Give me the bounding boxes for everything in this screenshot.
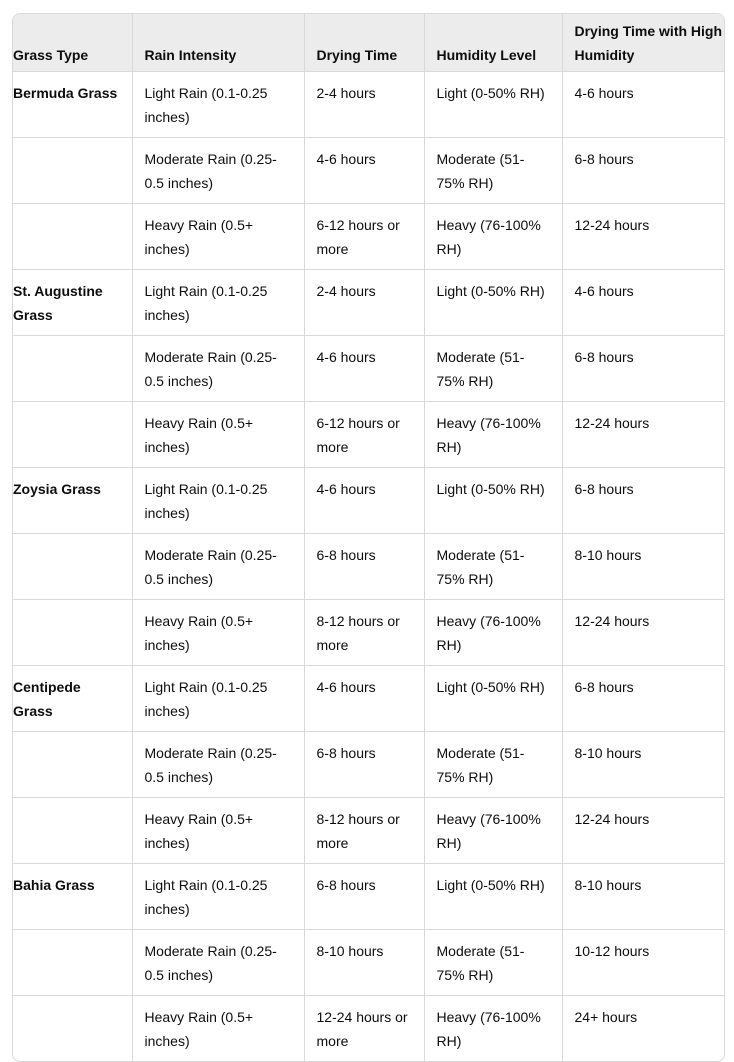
cell-drying-time-high-humidity: 6-8 hours xyxy=(562,666,724,732)
drying-time-table xyxy=(13,14,724,1061)
cell-grass-type xyxy=(13,996,132,1062)
cell-rain-intensity: Light Rain (0.1-0.25 inches) xyxy=(132,666,304,732)
cell-drying-time-high-humidity: 4-6 hours xyxy=(562,270,724,336)
cell-drying-time-high-humidity: 12-24 hours xyxy=(562,798,724,864)
cell-drying-time-high-humidity: 10-12 hours xyxy=(562,930,724,996)
table-row xyxy=(13,270,724,336)
cell-drying-time-high-humidity: 12-24 hours xyxy=(562,402,724,468)
cell-humidity-level: Light (0-50% RH) xyxy=(424,666,562,732)
table-row xyxy=(13,138,724,204)
cell-drying-time-high-humidity: 6-8 hours xyxy=(562,336,724,402)
header-row xyxy=(13,14,724,72)
cell-rain-intensity: Light Rain (0.1-0.25 inches) xyxy=(132,270,304,336)
cell-drying-time: 12-24 hours or more xyxy=(304,996,424,1062)
cell-humidity-level: Heavy (76-100% RH) xyxy=(424,402,562,468)
cell-drying-time-high-humidity: 6-8 hours xyxy=(562,468,724,534)
table-row xyxy=(13,666,724,732)
table-row xyxy=(13,930,724,996)
cell-grass-type xyxy=(13,336,132,402)
header-line-1: Drying Time with High xyxy=(574,23,723,39)
cell-rain-intensity: Moderate Rain (0.25-0.5 inches) xyxy=(132,534,304,600)
cell-drying-time-high-humidity: 8-10 hours xyxy=(562,534,724,600)
cell-drying-time: 8-12 hours or more xyxy=(304,600,424,666)
cell-grass-type xyxy=(13,534,132,600)
cell-grass-type xyxy=(13,732,132,798)
table-body xyxy=(13,72,724,1062)
cell-drying-time: 4-6 hours xyxy=(304,138,424,204)
cell-rain-intensity: Heavy Rain (0.5+ inches) xyxy=(132,204,304,270)
cell-humidity-level: Moderate (51-75% RH) xyxy=(424,336,562,402)
cell-drying-time: 8-10 hours xyxy=(304,930,424,996)
table-row xyxy=(13,468,724,534)
header-rain-intensity: Rain Intensity xyxy=(132,14,304,72)
cell-humidity-level: Heavy (76-100% RH) xyxy=(424,798,562,864)
cell-humidity-level: Light (0-50% RH) xyxy=(424,270,562,336)
cell-humidity-level: Heavy (76-100% RH) xyxy=(424,204,562,270)
cell-grass-type: St. Augustine Grass xyxy=(13,270,132,336)
table-row xyxy=(13,864,724,930)
cell-drying-time-high-humidity: 8-10 hours xyxy=(562,732,724,798)
header-drying-time: Drying Time xyxy=(304,14,424,72)
header-drying-time-high-humidity xyxy=(562,14,724,72)
header-grass-type: Grass Type xyxy=(13,14,132,72)
table-header xyxy=(13,14,724,72)
cell-drying-time: 6-12 hours or more xyxy=(304,204,424,270)
header-humidity-level: Humidity Level xyxy=(424,14,562,72)
cell-rain-intensity: Moderate Rain (0.25-0.5 inches) xyxy=(132,732,304,798)
cell-drying-time: 2-4 hours xyxy=(304,72,424,138)
table-row xyxy=(13,798,724,864)
cell-drying-time: 4-6 hours xyxy=(304,468,424,534)
cell-rain-intensity: Moderate Rain (0.25-0.5 inches) xyxy=(132,336,304,402)
cell-drying-time: 6-8 hours xyxy=(304,732,424,798)
cell-humidity-level: Moderate (51-75% RH) xyxy=(424,534,562,600)
cell-humidity-level: Light (0-50% RH) xyxy=(424,468,562,534)
cell-grass-type xyxy=(13,204,132,270)
cell-drying-time: 2-4 hours xyxy=(304,270,424,336)
table-row xyxy=(13,534,724,600)
cell-drying-time-high-humidity: 12-24 hours xyxy=(562,204,724,270)
table-row xyxy=(13,600,724,666)
cell-grass-type: Zoysia Grass xyxy=(13,468,132,534)
cell-drying-time-high-humidity: 4-6 hours xyxy=(562,72,724,138)
cell-drying-time: 4-6 hours xyxy=(304,336,424,402)
cell-drying-time: 6-8 hours xyxy=(304,864,424,930)
cell-humidity-level: Moderate (51-75% RH) xyxy=(424,930,562,996)
cell-grass-type xyxy=(13,402,132,468)
cell-grass-type: Bahia Grass xyxy=(13,864,132,930)
table-row xyxy=(13,336,724,402)
cell-grass-type xyxy=(13,138,132,204)
cell-rain-intensity: Heavy Rain (0.5+ inches) xyxy=(132,996,304,1062)
cell-humidity-level: Moderate (51-75% RH) xyxy=(424,732,562,798)
cell-drying-time-high-humidity: 8-10 hours xyxy=(562,864,724,930)
cell-drying-time-high-humidity: 6-8 hours xyxy=(562,138,724,204)
cell-rain-intensity: Light Rain (0.1-0.25 inches) xyxy=(132,864,304,930)
cell-humidity-level: Moderate (51-75% RH) xyxy=(424,138,562,204)
header-line-2: Humidity xyxy=(574,47,635,63)
cell-drying-time-high-humidity: 12-24 hours xyxy=(562,600,724,666)
cell-rain-intensity: Heavy Rain (0.5+ inches) xyxy=(132,798,304,864)
table-row xyxy=(13,996,724,1062)
drying-time-table-container xyxy=(12,13,725,1062)
cell-drying-time: 8-12 hours or more xyxy=(304,798,424,864)
cell-grass-type xyxy=(13,798,132,864)
cell-humidity-level: Heavy (76-100% RH) xyxy=(424,600,562,666)
cell-rain-intensity: Heavy Rain (0.5+ inches) xyxy=(132,402,304,468)
cell-grass-type: Centipede Grass xyxy=(13,666,132,732)
cell-humidity-level: Heavy (76-100% RH) xyxy=(424,996,562,1062)
cell-grass-type xyxy=(13,930,132,996)
cell-drying-time-high-humidity: 24+ hours xyxy=(574,1009,638,1025)
cell-rain-intensity: Light Rain (0.1-0.25 inches) xyxy=(132,468,304,534)
cell-humidity-level: Light (0-50% RH) xyxy=(424,864,562,930)
cell-grass-type xyxy=(13,600,132,666)
cell-rain-intensity: Moderate Rain (0.25-0.5 inches) xyxy=(132,138,304,204)
cell-drying-time: 6-8 hours xyxy=(304,534,424,600)
cell-grass-type: Bermuda Grass xyxy=(13,72,132,138)
cell-rain-intensity: Moderate Rain (0.25-0.5 inches) xyxy=(132,930,304,996)
cell-drying-time: 6-12 hours or more xyxy=(304,402,424,468)
cell-rain-intensity: Light Rain (0.1-0.25 inches) xyxy=(132,72,304,138)
cell-humidity-level: Light (0-50% RH) xyxy=(424,72,562,138)
cell-rain-intensity: Heavy Rain (0.5+ inches) xyxy=(132,600,304,666)
table-row xyxy=(13,204,724,270)
table-row xyxy=(13,732,724,798)
table-row xyxy=(13,402,724,468)
table-row xyxy=(13,72,724,138)
cell-drying-time: 4-6 hours xyxy=(304,666,424,732)
